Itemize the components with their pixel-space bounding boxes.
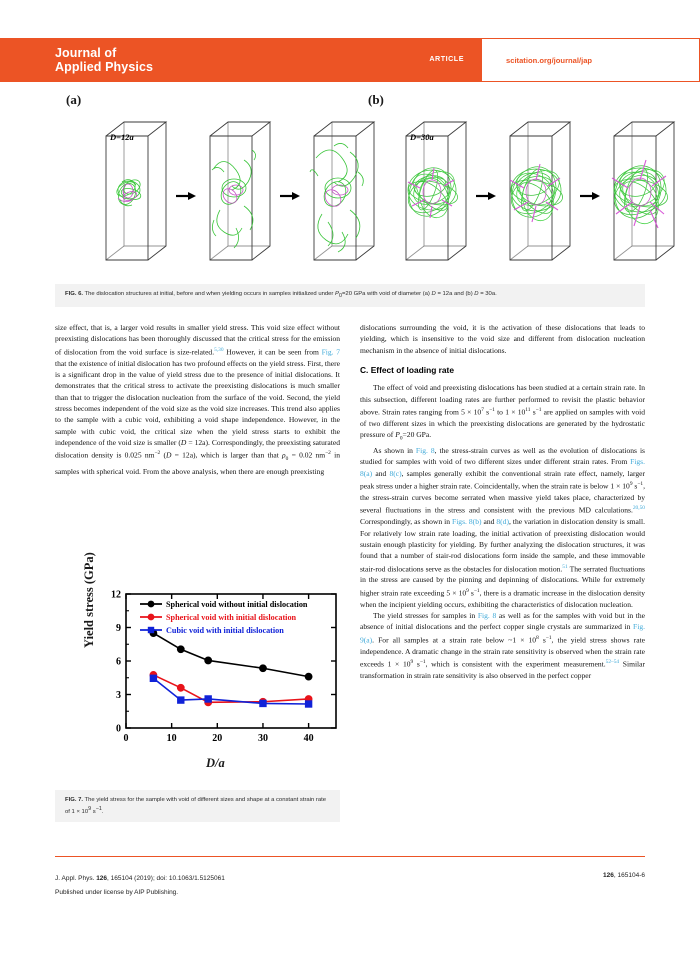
- journal-title: [55, 47, 153, 74]
- figure-6-caption-p0-sub: 0: [338, 293, 342, 300]
- rp3-ref-1[interactable]: 20,50: [632, 505, 645, 512]
- rp3-g: Correspondingly, as shown in: [360, 517, 453, 527]
- rp4-e: , the yield stress shows rate independence. A dramatic change in the strain rate sensitivity is observed when the strain rate exceeds 1 × 10: [360, 635, 645, 669]
- rp2-sup-3: 11: [525, 407, 531, 414]
- svg-text:Spherical void with initial di: Spherical void with initial dislocation: [166, 613, 297, 623]
- right-paragraph-1: dislocations surrounding the void, it is the activation of these dislocations that leads to yielding, which is insensitive to the void size and different from dislocation nucleation mechanism in the absence of initial dislocations.: [360, 323, 645, 355]
- rp2-p: P: [395, 430, 400, 440]
- figure-7-caption: [55, 790, 340, 822]
- footer-page-volume: 126: [603, 872, 614, 879]
- lp1-d: = 12a). Correspondingly, the preexisting saturated dislocation density is 0.025 nm: [55, 437, 340, 460]
- svg-text:10: 10: [166, 733, 177, 744]
- footer-citation-pre: J. Appl. Phys.: [55, 875, 97, 882]
- rp2-sup-2: −1: [489, 407, 495, 414]
- figure-6-panel-a-box-2: [200, 110, 278, 275]
- rp4-sup-4: −1: [419, 658, 426, 665]
- rp3-f: , the stress-strain curves become serrated when massive yield takes place, characterized by several fluctuations in the stress and consistent with the previous MD calculations.: [360, 481, 645, 515]
- lp1-d2: D: [165, 450, 172, 460]
- lp1-c: that the existence of initial dislocation has two profound effects on the yield stress. First, there is a significant drop in the value of yield stress due to the presence of initial dislocations. It demonstrates that the critical stress to activate the preexisting dislocations is much smaller than that to trigger the dislocation nucleation from the surface of the void. Second, the yield stress becomes independent of the void size as the void size increases. This trend also applies to the sample with a cubic void, exhibiting a void shape independence. However, in the sample with cubic void, the critical size when the yield stress starts to exhibit the independence of the void size is smaller (: [55, 358, 340, 447]
- svg-text:20: 20: [212, 733, 223, 744]
- figure-6-panel-b-label: (b): [368, 92, 384, 107]
- rp4-b: as well as for the samples with void but in the absence of initial dislocations and the perfect copper single crystals are summarized in: [360, 610, 645, 632]
- rp3-e: s: [632, 481, 638, 491]
- figure-6-caption-text-1: The dislocation structures at initial, before and when yielding occurs in samples initialized under: [84, 291, 336, 297]
- rp3-b: , the stress-strain curves as well as the evolution of dislocations is studied for samples with void of two different sizes under different strain rates. From: [360, 446, 645, 467]
- svg-text:3: 3: [116, 690, 121, 701]
- rp4-link-fig8[interactable]: Fig. 8: [477, 610, 497, 620]
- figure-6-caption-text-4: = 30a.: [478, 291, 497, 297]
- footer-page-number: , 165104-6: [613, 872, 645, 879]
- rp3-sup-4: −1: [473, 587, 480, 594]
- lp1-f: = 12a), which is larger than that: [171, 450, 283, 460]
- body-column-right: [360, 322, 645, 681]
- figure-6-caption-text-2: =20 GPa with void of diameter (a): [341, 291, 432, 297]
- rp3-j: The serrated fluctuations in the stress are caused by the pinning and depinning of dislocations. While for extremely higher strain rate exceeding 5 × 10: [360, 564, 645, 598]
- rp4-h: Similar transformation in strain rate sensitivity is also observed in the perfect copper: [360, 659, 646, 680]
- rp2-c: to 1 × 10: [494, 407, 526, 417]
- left-paragraph-1: [55, 322, 340, 477]
- lp1-link-fig7[interactable]: Fig. 7: [321, 347, 340, 357]
- figure-6-panel-b-box-2: [500, 110, 578, 275]
- footer-left: [55, 872, 225, 900]
- rp2-sup-1: 7: [481, 407, 484, 414]
- rp4-ref-1[interactable]: 52–54: [605, 658, 620, 665]
- footer-citation-volume: 126: [96, 875, 108, 882]
- right-paragraph-3: [360, 445, 645, 610]
- chart-plot-area: [88, 588, 344, 768]
- figure-6-panel-b-box-3: [604, 110, 682, 275]
- footer-citation: [55, 872, 225, 886]
- rp3-l: , there is a dramatic increase in the dislocation density when the incipient yielding occurs, exhibiting the characteristics of dislocation nucleation.: [360, 588, 646, 609]
- rp3-link-fig8b[interactable]: Figs. 8(b): [452, 517, 482, 527]
- svg-text:40: 40: [303, 733, 314, 744]
- figure-6-panel-a-box-3: [304, 110, 382, 275]
- rp3-sup-2: −1: [637, 481, 644, 488]
- svg-text:Spherical void without initial: Spherical void without initial dislocation: [166, 600, 308, 610]
- figure-6-caption-text-3: = 12a and (b): [435, 291, 475, 297]
- rp2-d: s: [530, 407, 536, 417]
- figure-6-panel-a-box-1: [96, 110, 174, 275]
- figure-6-caption-prefix: FIG. 6.: [65, 291, 84, 297]
- rp4-sup-1: 8: [536, 634, 539, 641]
- rp3-link-fig8[interactable]: Fig. 8: [415, 446, 435, 456]
- rp3-h: and: [481, 517, 497, 527]
- lp1-ref-1[interactable]: 5,30: [214, 346, 224, 353]
- lp1-sup-1: −2: [154, 450, 161, 457]
- section-heading-c: C. Effect of loading rate: [360, 365, 454, 376]
- figure-6-panel-a-label: (a): [66, 92, 82, 107]
- lp1-rho: ρ: [282, 450, 286, 460]
- journal-url-link[interactable]: scitation.org/journal/jap: [506, 56, 593, 65]
- rp3-sup-1: 9: [629, 481, 633, 488]
- lp1-d1: D: [180, 437, 187, 447]
- rp3-link-fig8c[interactable]: 8(c): [389, 468, 402, 478]
- rp4-c: . For all samples at a strain rate below ~1 × 10: [372, 635, 537, 645]
- footer-citation-post: , 165104 (2019); doi: 10.1063/1.5125061: [107, 875, 225, 882]
- journal-title-line2: Applied Physics: [55, 59, 154, 74]
- chart-x-axis-label: D/a: [206, 756, 225, 770]
- rp3-i: , the variation in dislocation density is small. For relatively low strain rate loading, the initial activation of preexisting dislocation would sustain enough plasticity for yielding. By further analyzing the dislocation structures, it was found that a number of stair-rod dislocations form inside the sample, and these immovable stair-rod dislocations serve as the obstacles for dislocation motion.: [360, 517, 645, 574]
- figure-6-caption-d1: D: [431, 291, 436, 297]
- svg-text:6: 6: [116, 656, 121, 668]
- figure-6-arrow-b1-icon: [476, 188, 496, 206]
- figure-6-caption-p0: P: [335, 291, 339, 297]
- lp1-rho-sub: 0: [285, 456, 289, 463]
- journal-url-box[interactable]: [482, 38, 700, 82]
- rp3-k: s: [468, 588, 474, 598]
- figure-7: [82, 552, 344, 788]
- figure-7-caption-prefix: FIG. 7.: [65, 797, 84, 803]
- rp3-link-fig8a[interactable]: Figs. 8(a): [360, 457, 645, 478]
- figure-6-caption-d2: D: [474, 291, 479, 297]
- right-paragraph-2: [360, 382, 645, 445]
- figure-7-caption-text-3: .: [101, 808, 104, 815]
- figure-6-arrow-a1-icon: [176, 188, 196, 206]
- figure-6-arrow-a2-icon: [280, 188, 300, 206]
- svg-text:9: 9: [116, 623, 121, 634]
- rp4-sup-2: −1: [545, 634, 552, 641]
- rp4-g: , which is consistent with the experiment measurement.: [425, 659, 606, 669]
- rp3-a: As shown in: [373, 446, 416, 456]
- figure-6-caption: [55, 284, 645, 307]
- svg-text:0: 0: [116, 723, 121, 735]
- article-type-tag: ARTICLE: [429, 54, 464, 63]
- lp1-e: (: [160, 450, 166, 460]
- rp4-sup-3: 9: [410, 658, 414, 665]
- figure-7-caption-sup-1: 9: [88, 805, 92, 812]
- lp1-h: in samples with spherical void. From the above analysis, when there are enough preexisting: [55, 450, 340, 476]
- rp4-d: s: [538, 635, 546, 645]
- chart-y-axis-label: Yield stress (GPa): [82, 552, 96, 648]
- lp1-a: size effect, that is, a larger void results in smaller yield stress. This void size effect without preexisting dislocations has been thoroughly discussed that the critical stress for the emission of dislocation from the void surface is size-related.: [55, 323, 340, 357]
- figure-6-panel-b-box-1: [396, 110, 474, 275]
- svg-text:0: 0: [123, 733, 129, 744]
- lp1-sup-2: −2: [325, 450, 331, 457]
- rp2-p-sub: 0: [399, 435, 403, 442]
- footer-divider: [55, 856, 645, 857]
- rp2-f: =20 GPa.: [402, 430, 432, 440]
- rp4-link-fig9a[interactable]: Fig. 9(a): [360, 622, 645, 645]
- journal-title-line1: Journal of: [55, 46, 117, 60]
- rp2-sup-4: −1: [535, 407, 542, 414]
- header-brand-bar: [0, 38, 482, 82]
- figure-6-panel-b-diameter-label: D=30a: [410, 132, 434, 142]
- figure-6-panel-a-diameter-label: D=12a: [110, 132, 134, 142]
- page-header: [0, 38, 700, 82]
- body-column-left: [55, 322, 340, 477]
- figure-6: [48, 92, 652, 280]
- rp2-a: The effect of void and preexisting dislocations has been studied at a certain strain rate. In this subsection, different loading rates are further performed to revisit the plastic behavior above. Strain rates ranging from 5 × 10: [360, 383, 645, 417]
- lp1-g: = 0.02 nm: [288, 450, 326, 460]
- rp3-sup-3: 9: [466, 587, 469, 594]
- footer-right: [603, 872, 645, 879]
- figure-7-caption-text-1: The yield stress for the sample with void of different sizes and shape at a constant strain rate of 1 × 10: [65, 797, 327, 815]
- rp3-ref-2[interactable]: 51: [562, 563, 568, 570]
- svg-text:Cubic void with initial disloc: Cubic void with initial dislocation: [166, 626, 284, 636]
- rp3-d: , samples generally exhibit the conventional strain rate effect, namely, larger peak stress under a higher strain rate. Coincidentally, when the strain rate is below 1 × 10: [360, 468, 645, 491]
- lp1-b: However, it can be seen from: [223, 347, 322, 357]
- rp4-f: s: [413, 659, 420, 669]
- svg-text:12: 12: [111, 589, 121, 601]
- rp2-e: are applied on samples with void of two different sizes in which the preexisting dislocations are generated by the hydrostatic pressure of: [360, 407, 646, 440]
- figure-7-caption-sup-2: −1: [95, 805, 102, 812]
- rp3-link-fig8d[interactable]: 8(d): [496, 517, 509, 527]
- rp2-b: s: [483, 407, 490, 417]
- footer-license: Published under license by AIP Publishing.: [55, 889, 179, 896]
- right-paragraph-4: [360, 610, 645, 681]
- rp4-a: The yield stresses for samples in: [373, 610, 478, 620]
- svg-text:30: 30: [257, 733, 268, 744]
- figure-7-caption-text-2: s: [91, 808, 96, 815]
- figure-6-arrow-b2-icon: [580, 188, 600, 206]
- rp3-c: and: [372, 468, 390, 478]
